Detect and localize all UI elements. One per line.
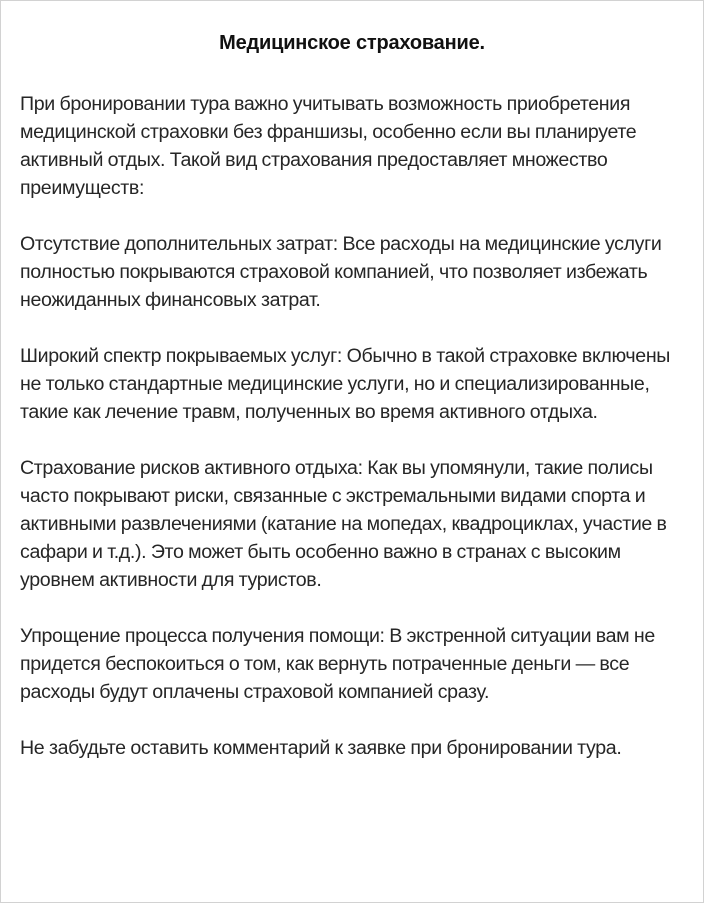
paragraph-no-extra-costs: Отсутствие дополнительных затрат: Все расходы на медицинские услуги полностью покрываются страховой компанией, что позволяет избежать неожиданных финансовых затрат. [20,233,662,311]
document-title: Медицинское страхование. [219,32,485,54]
paragraph-wide-coverage: Широкий спектр покрываемых услуг: Обычно в такой страховке включены не только стандартные медицинские услуги, но и специализированные, такие как лечение травм, полученных во время активного отдыха. [20,345,671,423]
document-body [20,90,690,790]
paragraph-intro: При бронировании тура важно учитывать возможность приобретения медицинской страховки без франшизы, особенно если вы планируете активный отдых. Такой вид страхования предоставляет множество преимуществ: [20,93,637,199]
paragraph-reminder: Не забудьте оставить комментарий к заявке при бронировании тура. [20,737,622,759]
paragraph-simplified-help: Упрощение процесса получения помощи: В экстренной ситуации вам не придется беспокоиться о том, как вернуть потраченные деньги — все расходы будут оплачены страховой компанией сразу. [20,625,655,703]
paragraph-active-rest-risks: Страхование рисков активного отдыха: Как вы упомянули, такие полисы часто покрывают риски, связанные с экстремальными видами спорта и активными развлечениями (катание на мопедах, квадроциклах, участие в сафари и т.д.). Это может быть особенно важно в странах с высоким уровнем активности для туристов. [20,457,667,591]
